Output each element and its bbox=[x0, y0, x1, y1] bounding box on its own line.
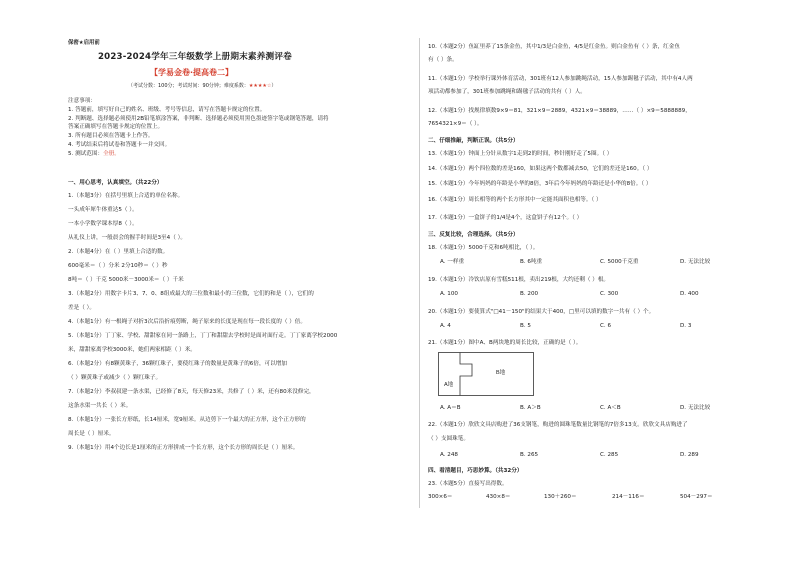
q10-fraction-2: 4/5 bbox=[574, 44, 584, 50]
difficulty-stars bbox=[249, 83, 271, 89]
q18-option-c: C. 5000千克重 bbox=[600, 259, 639, 265]
q21-stem: 21.（本题1分）图中A、B两块地的周长比较，正确的是（ ）。 bbox=[428, 340, 582, 346]
q19-option-a: A. 100 bbox=[440, 291, 458, 297]
question-line: 2.（本题4分）在（ ）里填上合适的数。 bbox=[68, 249, 169, 255]
section4-title: 四、看清题目，巧思妙算。（共32分） bbox=[428, 468, 523, 474]
label-a: A地 bbox=[444, 382, 454, 388]
question-line: 从礼仪上讲，一般晨会的握手时间是3至4（ ）。 bbox=[68, 235, 186, 241]
q18-stem: 18.（本题1分）5000千克和6吨相比，（ ）。 bbox=[428, 245, 539, 251]
q18-option-b: B. 6吨重 bbox=[520, 259, 543, 265]
notice-item: 2. 判断题、选择题必须使用2B铅笔填涂答案，非判断、选择题必须使用黑色墨迹签字笔或钢笔答题，请将 bbox=[68, 116, 329, 122]
question-line: 14.（本题1分）两个四位数的差是160，如果这两个数都减去50，它们的差还是160。（ ） bbox=[428, 166, 653, 172]
q10-text-a: 10.（本题2分）鱼缸里养了15条金鱼，其中 bbox=[428, 44, 538, 50]
calc-item: 130＋260＝ bbox=[544, 494, 577, 500]
empty-star-icon: ☆ bbox=[266, 83, 272, 89]
question-line: 一本小学数学课本厚8（ ）。 bbox=[68, 221, 138, 227]
q17-fraction: 1/4 bbox=[496, 215, 506, 221]
q10-line bbox=[428, 44, 680, 51]
question-line: 项活动都参加了，301班参加跳绳和踢毽子活动的共有（ ）人。 bbox=[428, 89, 586, 95]
notice-title: 注意事项： bbox=[68, 98, 96, 104]
q18-option-a: A. 一样重 bbox=[440, 259, 465, 265]
question-line: 周长是（ ）厘米。 bbox=[68, 431, 115, 437]
q20-option-a: A. 4 bbox=[440, 323, 451, 329]
question-line: 11.（本题1分）学校举行课外体育活动，301班有12人参加跳绳活动，15人参加踢毽子活动，其中有4人两 bbox=[428, 76, 693, 82]
filled-star-icon: ★ bbox=[253, 83, 258, 89]
calc-item: 504－297＝ bbox=[680, 494, 713, 500]
outer-rectangle bbox=[439, 353, 534, 396]
question-line: 8.（本题1分）一张长方形纸，长14厘米，宽9厘米。从边剪下一个最大的正方形，这个正方形的 bbox=[68, 417, 306, 423]
secret-label: 保密★启用前 bbox=[68, 40, 100, 46]
question-line: 8吨＝（ ）千克 5000米－3000米＝（ ）千米 bbox=[68, 277, 184, 283]
q10-text-b: 是白金鱼， bbox=[546, 44, 575, 50]
label-b: B地 bbox=[496, 370, 506, 376]
calc-item: 300×6＝ bbox=[428, 494, 453, 500]
exam-meta bbox=[128, 83, 276, 90]
question-line: 3.（本题2分）用数字卡片3、7、0、8组成最大的三位数和最小的三位数，它们的和是（ ），它们的 bbox=[68, 291, 314, 297]
meta-prefix: （考试分数：100分；考试时间：90分钟；难度系数： bbox=[128, 83, 249, 89]
question-line: 7654321×9＝（ ）。 bbox=[428, 121, 483, 127]
q22-option-b: B. 265 bbox=[520, 452, 539, 458]
q21-diagram bbox=[438, 352, 534, 396]
q20-option-b: B. 5 bbox=[520, 323, 531, 329]
q17-text-b: 是4个，这盒饼子有12个。（ ） bbox=[505, 215, 583, 221]
q21-option-d: D. 无法比较 bbox=[680, 405, 711, 411]
section3-title: 三、反复比较，合理选择。（共5分） bbox=[428, 232, 519, 238]
question-line: 15.（本题1分）今年妈妈的年龄是小华的8倍，3年后今年妈妈的年龄还是小华的8倍。（ ） bbox=[428, 181, 652, 187]
q20-option-c: C. 6 bbox=[600, 323, 612, 329]
exam-subtitle: 【学易金卷·提高卷二】 bbox=[150, 68, 234, 77]
q19-option-b: B. 200 bbox=[520, 291, 539, 297]
q20-option-d: D. 3 bbox=[680, 323, 692, 329]
q20-stem: 20.（本题1分）要使算式"□41－150"的结果大于400，□里可以填的数字一共有（ ）个。 bbox=[428, 309, 655, 315]
question-line: 差是（ ）。 bbox=[68, 305, 95, 311]
q19-stem: 19.（本题1分）冷饮店原有雪糕511根，卖出219根，大约还剩（ ）根。 bbox=[428, 277, 610, 283]
question-line: 1.（本题3分）在括号里填上合适的单位名称。 bbox=[68, 193, 184, 199]
notice-item: 4. 考试结束后将试卷和答题卡一并交回。 bbox=[68, 142, 171, 148]
question-line: 13.（本题1分）钟面上分针从数字1走到2的时间，秒针刚好走了5圈。（ ） bbox=[428, 151, 613, 157]
dividing-line bbox=[460, 353, 472, 396]
question-line: 9.（本题1分）用4个边长是1厘米的正方形拼成一个长方形，这个长方形的周长是（ ）厘米。 bbox=[68, 445, 299, 451]
column-divider bbox=[419, 38, 420, 508]
q10-fraction-1: 1/3 bbox=[537, 44, 547, 50]
notice-item: 答案正确填写在答题卡规定的位置上。 bbox=[68, 124, 164, 130]
q10-line-2: 有（ ）条。 bbox=[428, 57, 458, 63]
q21-option-b: B. A＞B bbox=[520, 405, 541, 411]
question-line: 一头成年犀牛体重达5（ ）。 bbox=[68, 207, 138, 213]
question-line: 16.（本题1分）周长相等的两个长方形其中一定能其面积也相等。（ ） bbox=[428, 197, 602, 203]
question-line: 12.（本题1分）找规律填数9×9＝81，321×9＝2889，4321×9＝38889，……（ ）×9＝5888889， bbox=[428, 108, 691, 114]
q19-option-d: D. 400 bbox=[680, 291, 699, 297]
calc-item: 430×8＝ bbox=[486, 494, 511, 500]
section2-title: 二、仔细推敲，判断正误。（共5分） bbox=[428, 138, 519, 144]
question-line: 600毫米＝（ ）分米 2分10秒＝（ ）秒 bbox=[68, 263, 168, 269]
q21-option-a: A. A＝B bbox=[440, 405, 461, 411]
question-line: 米，甜甜家离学校3000米，她们两家相距（ ）米。 bbox=[68, 347, 196, 353]
meta-suffix: ） bbox=[271, 83, 277, 89]
notice-item: 3. 所有题目必须在答题卡上作答。 bbox=[68, 133, 154, 139]
question-line: 6.（本题2分）有8颗黄珠子，36颗红珠子，要使红珠子的数量是黄珠子的6倍，可以增加 bbox=[68, 361, 287, 367]
scope-value: 全册。 bbox=[103, 151, 120, 157]
filled-star-icon: ★ bbox=[248, 83, 254, 89]
filled-star-icon: ★ bbox=[262, 83, 267, 89]
question-line: 4.（本题1分）有一根绳子对折3次后沿折痕剪断，绳子原来的长度是现在每一段长度的（ ）倍。 bbox=[68, 319, 306, 325]
filled-star-icon: ★ bbox=[257, 83, 263, 89]
q22-stem-2: （ ）支圆珠笔。 bbox=[428, 436, 469, 442]
q22-option-d: D. 289 bbox=[680, 452, 699, 458]
calc-item: 214－116＝ bbox=[612, 494, 645, 500]
q10-text-c: 是红金鱼。则白金鱼有（ ）条，红金鱼 bbox=[583, 44, 680, 50]
scope-prefix: 5. 测试范围： bbox=[68, 151, 104, 157]
notice-item: 1. 答题前，填写好自己的姓名、班级、考号等信息，请写在答题卡规定的位置。 bbox=[68, 107, 266, 113]
question-line: 5.（本题1分）丁丁家、学校、甜甜家在同一条路上，丁丁和甜甜去学校时是面对面行走。丁丁家离学校2000 bbox=[68, 333, 338, 339]
question-line: 这条水渠一共长（ ）米。 bbox=[68, 403, 132, 409]
q23-stem: 23.（本题5分）直接写出得数。 bbox=[428, 481, 508, 487]
notice-scope bbox=[68, 151, 120, 158]
q17-text-a: 17.（本题1分）一盒饼子的 bbox=[428, 215, 497, 221]
question-line: （ ）颗黄珠子或减少（ ）颗红珠子。 bbox=[68, 375, 162, 381]
exam-title: 2023-2024学年三年级数学上册期末素养测评卷 bbox=[98, 52, 292, 62]
q17-line bbox=[428, 215, 582, 222]
section1-title: 一、用心思考，认真填空。（共22分） bbox=[68, 180, 163, 186]
q21-figure bbox=[438, 352, 534, 396]
q21-option-c: C. A＜B bbox=[600, 405, 621, 411]
q22-stem: 22.（本题1分）欣欣文具店购进了36支钢笔，购进的圆珠笔数量比钢笔的7倍多13支。欣欣文具店购进了 bbox=[428, 422, 688, 428]
question-line: 7.（本题2分）李叔叔建一条水渠，已经修了8天，每天修23米，共修了（ ）米，还有80米没修完， bbox=[68, 389, 315, 395]
q22-option-c: C. 285 bbox=[600, 452, 619, 458]
q18-option-d: D. 无法比较 bbox=[680, 259, 711, 265]
q22-option-a: A. 248 bbox=[440, 452, 458, 458]
q19-option-c: C. 300 bbox=[600, 291, 619, 297]
